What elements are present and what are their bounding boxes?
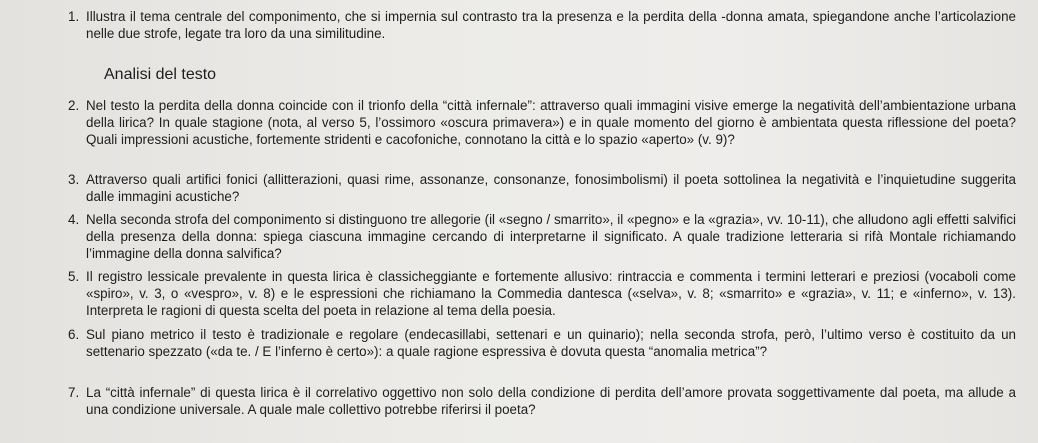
question-7 [68, 384, 1016, 418]
question-text: Attraverso quali artifici fonici (allitterazioni, quasi rime, assonanze, consonanze, fonosimbolismi) il poeta sottolinea la negatività e l’inquietudine suggerita dalle immagini acustiche? [86, 172, 1016, 204]
question-number: 5. [68, 269, 80, 284]
question-text: Il registro lessicale prevalente in questa lirica è classicheggiante e fortemente allusivo: rintraccia e commenta i termini letterari e preziosi (vocaboli come «spiro», v. 3, o «vespro», v. 8) e le espressioni che richiamano la Commedia dantesca («selva», v. 8; «smarrito» e «grazia», v. 11; e «inferno», v. 13). Interpreta le ragioni di questa scelta del poeta in relazione al tema della poesia. [86, 269, 1016, 318]
question-2 [68, 97, 1016, 148]
question-text: Sul piano metrico il testo è tradizionale e regolare (endecasillabi, settenari e un quinario); nella seconda strofa, però, l’ultimo verso è costituito da un settenario spezzato («da te. / E l’inferno è certo»): a quale ragione espressiva è dovuta questa “anomalia metrica”? [86, 327, 1016, 359]
question-number: 7. [68, 385, 80, 400]
question-text: La “città infernale” di questa lirica è il correlativo oggettivo non solo della condizione di perdita dell’amore provata soggettivamente dal poeta, ma allude a una condizione universale. A quale male collettivo potrebbe riferirsi il poeta? [86, 385, 1016, 417]
question-1 [68, 8, 1016, 42]
question-number: 2. [68, 98, 80, 113]
question-number: 4. [68, 212, 80, 227]
question-text: Nel testo la perdita della donna coincide con il trionfo della “città infernale”: attraverso quali immagini visive emerge la negatività dell’ambientazione urbana della lirica? In quale stagione (nota, al verso 5, l’ossimoro «oscura primavera») e in quale momento del giorno è ambientata questa riflessione del poeta? Quali impressioni acustiche, fortemente stridenti e cacofoniche, connotano la città e lo spazio «aperto» (v. 9)? [86, 98, 1016, 147]
question-text: Illustra il tema centrale del componimento, che si impernia sul contrasto tra la presenza e la perdita della -donna amata, spiegandone anche l’articolazione nelle due strofe, legate tra loro da una similitudine. [86, 9, 1016, 41]
question-number: 6. [68, 327, 80, 342]
question-number: 1. [68, 9, 80, 24]
question-3 [68, 171, 1016, 205]
question-text: Nella seconda strofa del componimento si distinguono tre allegorie (il «segno / smarrito», il «pegno» e la «grazia», vv. 10-11), che alludono agli effetti salvifici della presenza della donna: spiega ciascuna immagine cercando di interpretarne il significato. A quale tradizione letteraria si rifà Montale richiamando l’immagine della donna salvifica? [86, 212, 1016, 261]
question-4 [68, 211, 1016, 262]
section-heading: Analisi del testo [104, 66, 217, 83]
question-number: 3. [68, 172, 80, 187]
question-5 [68, 268, 1016, 319]
question-6 [68, 326, 1016, 360]
